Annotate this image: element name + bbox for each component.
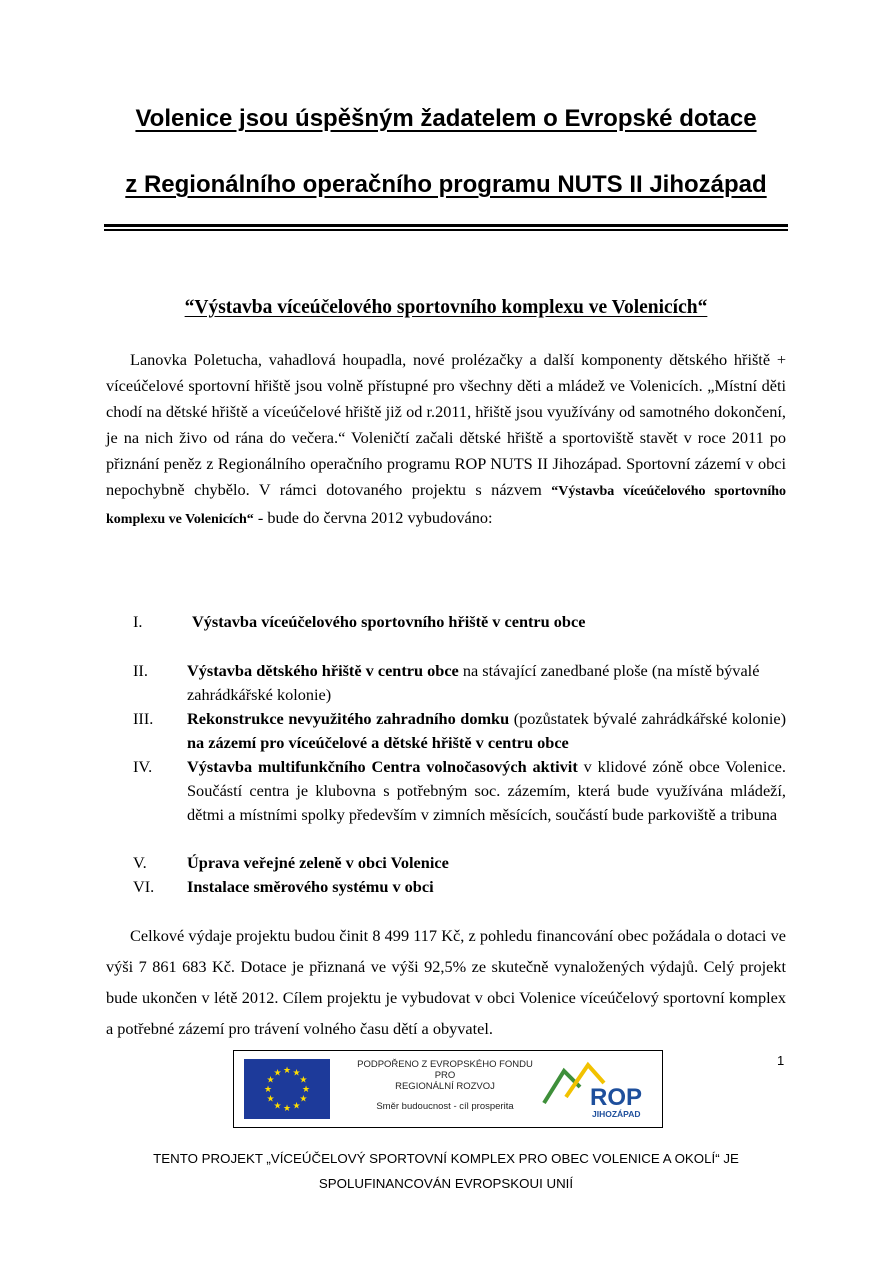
list-item-text: Výstavba dětského hřiště v centru obce na stávající zanedbané ploše (na místě bývalé zahrádkářské kolonie) <box>187 661 760 704</box>
list-item-text: Instalace směrového systému v obci <box>187 877 434 896</box>
list-item-text: Úprava veřejné zeleně v obci Volenice <box>187 853 449 872</box>
rop-subtext: JIHOZÁPAD <box>592 1109 641 1119</box>
title-rule-thin <box>104 229 788 231</box>
eu-flag-icon <box>244 1059 330 1119</box>
logo-text <box>340 1059 550 1112</box>
list-item-text: Rekonstrukce nevyužitého zahradního domku (pozůstatek bývalé zahrádkářské kolonie) na zázemí pro víceúčelové a dětské hřiště v centru obce <box>187 709 786 752</box>
page-number: 1 <box>777 1053 785 1068</box>
page-title-line-2: z Regionálního operačního programu NUTS II Jihozápad <box>125 171 767 198</box>
eu-star-icon: ★ <box>292 1100 301 1111</box>
eu-star-icon: ★ <box>266 1093 275 1104</box>
intro-text: Lanovka Poletucha, vahadlová houpadla, nové prolézačky a další komponenty dětského hřiště + víceúčelové sportovní hřiště jsou volně přístupné pro všechny děti a mládež ve Volenicích. „Místní děti chodí na dětské hřiště a víceúčelové hřiště již od r.2011, hřiště jsou využívány od samotného dokončení, je na nich živo od rána do večera.“ Voleničtí začali dětské hřiště a sportoviště stavět v roce 2011 po přiznání peněz z Regionálního operačního programu ROP NUTS II Jihozápad. Sportovní zázemí v obci nepochybně chybělo. V rámci dotovaného projektu s názvem <box>106 350 786 499</box>
logo-line-1: PODPOŘENO Z EVROPSKÉHO FONDU <box>357 1059 533 1070</box>
rop-jihozapad-logo-icon <box>536 1057 656 1123</box>
list-item-number: III. <box>133 709 154 728</box>
page-title-line-1: Volenice jsou úspěšným žadatelem o Evropské dotace <box>135 105 757 132</box>
footer-line-1: TENTO PROJEKT „VÍCEÚČELOVÝ SPORTOVNÍ KOMPLEX PRO OBEC VOLENICE A OKOLÍ“ JE <box>153 1151 739 1166</box>
eu-star-icon: ★ <box>292 1067 301 1078</box>
intro-text-end: - bude do června 2012 vybudováno: <box>253 508 493 527</box>
logo-line-2: PRO <box>434 1070 456 1081</box>
eu-star-icon: ★ <box>263 1084 273 1094</box>
intro-project-name: “Výstavba víceúčelového sportovního komplexu ve Volenicích“ <box>106 484 786 527</box>
summary-paragraph: Celkové výdaje projektu budou činit 8 499 117 Kč, z pohledu financování obec požádala o dotaci ve výši 7 861 683 Kč. Dotace je přiznaná ve výši 92,5% ze skutečně vynaložených výdajů. Celý projekt bude ukončen v létě 2012. Cílem projektu je vybudovat v obci Volenice víceúčelový sportovní komplex a potřebné zázemí pro trávení volného času dětí a obyvatel. <box>106 926 786 1038</box>
list-item-number: V. <box>133 853 147 872</box>
eu-star-icon: ★ <box>301 1084 311 1094</box>
eu-star-icon: ★ <box>266 1074 275 1085</box>
rop-text: ROP <box>590 1084 643 1111</box>
list-item-number: I. <box>133 612 143 631</box>
list-item-text: Výstavba multifunkčního Centra volnočasových aktivit v klidové zóně obce Volenice. Součástí centra je klubovna s potřebným soc. zázemím, která bude využívána mládeží, dětmi a místními spolky především v zimních měsících, součástí bude parkoviště a tribuna <box>187 757 786 824</box>
list-item-number: II. <box>133 661 148 680</box>
eu-star-icon: ★ <box>299 1093 308 1104</box>
list-item-text: Výstavba víceúčelového sportovního hřiště v centru obce <box>192 612 586 631</box>
list-item-number: VI. <box>133 877 155 896</box>
footer-note <box>0 1146 892 1196</box>
title-rule-thick <box>104 224 788 227</box>
logo-line-3: REGIONÁLNÍ ROZVOJ <box>395 1081 495 1092</box>
eu-star-icon: ★ <box>282 1065 292 1075</box>
project-subtitle: “Výstavba víceúčelového sportovního komplexu ve Volenicích“ <box>184 297 708 318</box>
eu-star-icon: ★ <box>282 1103 292 1113</box>
eu-star-icon: ★ <box>273 1100 282 1111</box>
intro-paragraph <box>106 347 786 533</box>
eu-funding-logo <box>233 1050 663 1128</box>
footer-line-2: SPOLUFINANCOVÁN EVROPSKOUI UNIÍ <box>318 1176 574 1191</box>
eu-star-icon: ★ <box>299 1074 308 1085</box>
logo-slogan: Směr budoucnost - cíl prosperita <box>376 1101 514 1112</box>
eu-star-icon: ★ <box>273 1067 282 1078</box>
list-item-number: IV. <box>133 757 153 776</box>
